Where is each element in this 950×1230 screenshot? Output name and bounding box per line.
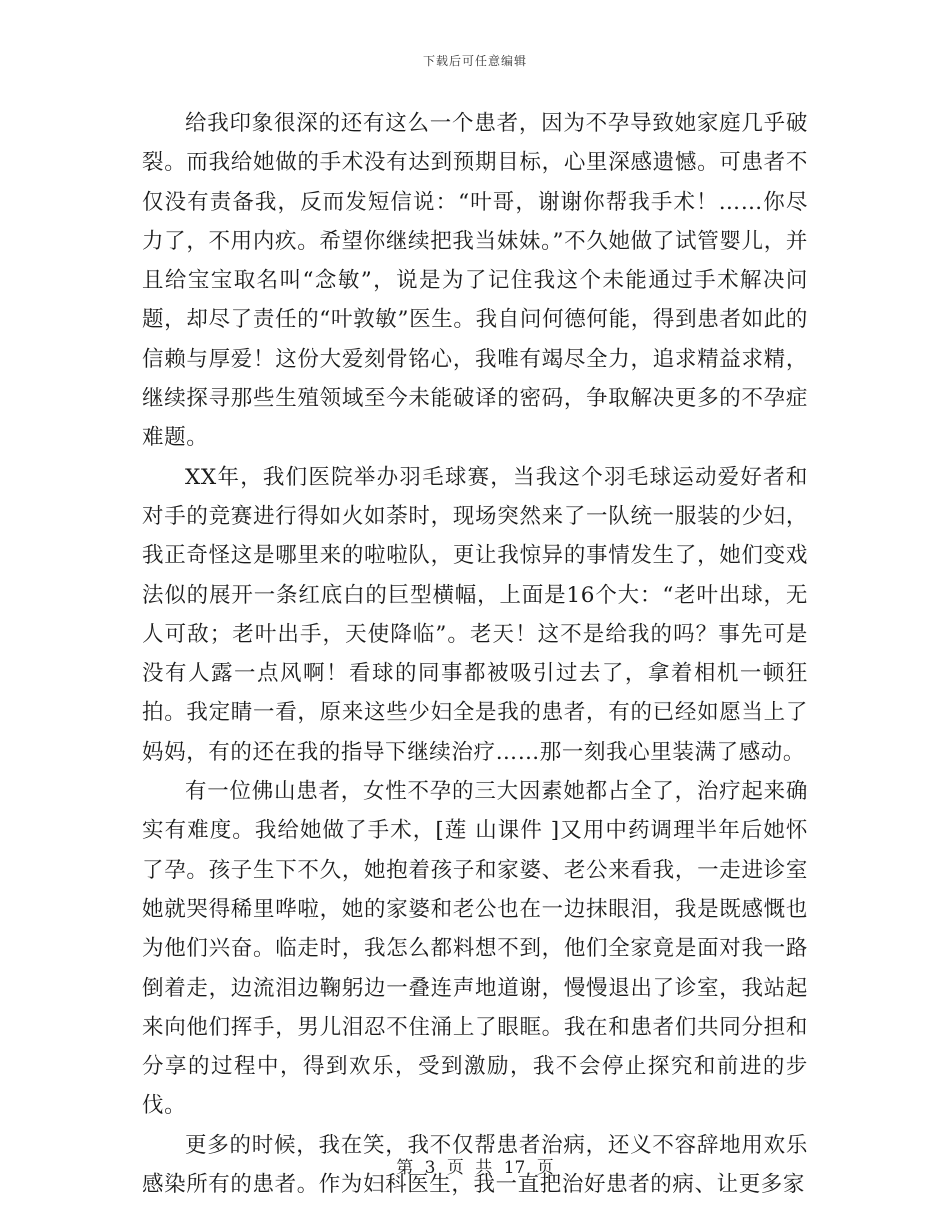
page-header: 下载后可任意编辑: [422, 54, 527, 68]
paragraph-1: 给我印象很深的还有这么一个患者，因为不孕导致她家庭几乎破裂。而我给她做的手术没有达到预期目标，心里深感遗憾。可患者不仅没有责备我，反而发短信说：“叶哥，谢谢你帮我手术！……你尽力了，不用内疚。希望你继续把我当妹妹。”不久她做了试管婴儿，并且给宝宝取名叫“念敏”，说是为了记住我这个未能通过手术解决问题，却尽了责任的“叶敦敏”医生。我自问何德何能，得到患者如此的信赖与厚爱！这份大爱刻骨铭心，我唯有竭尽全力，追求精益求精，继续探寻那些生殖领域至今未能破译的密码，争取解决更多的不孕症难题。: [142, 111, 808, 451]
paragraph-4: 更多的时候，我在笑，我不仅帮患者治病，还义不容辞地用欢乐感染所有的患者。作为妇科医生，我一直把治好患者的病、让更多家: [142, 1132, 808, 1198]
document-body: [142, 104, 808, 1204]
paragraph-3: 有一位佛山患者，女性不孕的三大因素她都占全了，治疗起来确实有难度。我给她做了手术，[莲 山课件 ]又用中药调理半年后她怀了孕。孩子生下不久，她抱着孩子和家婆、老公来看我，一走进诊室她就哭得稀里哗啦，她的家婆和老公也在一边抹眼泪，我是既感慨也为他们兴奋。临走时，我怎么都料想不到，他们全家竟是面对我一路倒着走，边流泪边鞠躬边一叠连声地道谢，慢慢退出了诊室，我站起来向他们挥手，男儿泪忍不住涌上了眼眶。我在和患者们共同分担和分享的过程中，得到欢乐，受到激励，我不会停止探究和前进的步伐。: [142, 779, 808, 1119]
paragraph-2: XX年，我们医院举办羽毛球赛，当我这个羽毛球运动爱好者和对手的竞赛进行得如火如荼时，现场突然来了一队统一服装的少妇，我正奇怪这是哪里来的啦啦队，更让我惊异的事情发生了，她们变戏法似的展开一条红底白的巨型横幅，上面是16个大：“老叶出球，无人可敌；老叶出手，天使降临”。老天！这不是给我的吗？事先可是没有人露一点风啊！看球的同事都被吸引过去了，拿着相机一顿狂拍。我定睛一看，原来这些少妇全是我的患者，有的已经如愿当上了妈妈，有的还在我的指导下继续治疗……那一刻我心里装满了感动。: [142, 464, 808, 765]
page-number-footer: 第 3 页 共 17 页: [396, 1158, 554, 1178]
